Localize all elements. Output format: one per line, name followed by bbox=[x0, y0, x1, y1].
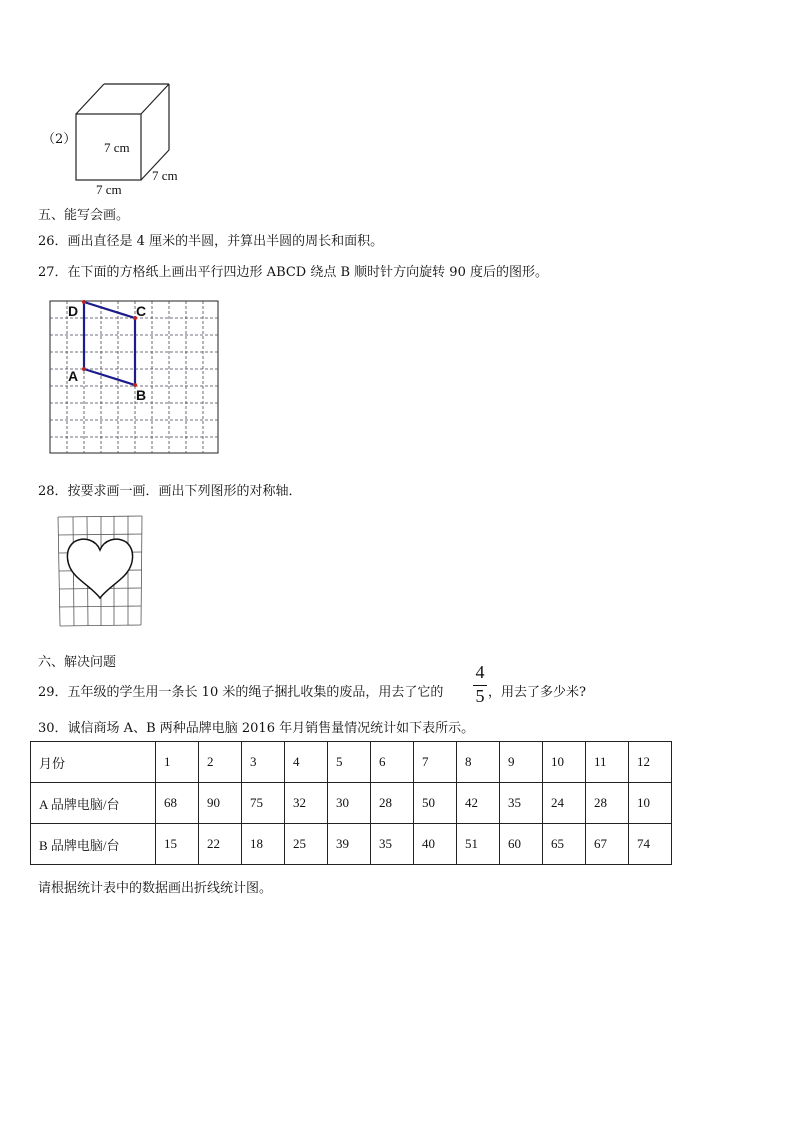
question-29-text-after: ，用去了多少米? bbox=[488, 685, 586, 700]
question-29 bbox=[38, 681, 443, 700]
parallelogram-abcd bbox=[84, 302, 135, 385]
table-cell: 24 bbox=[543, 783, 586, 824]
question-29-text-before: 29．五年级的学生用一条长 10 米的绳子捆扎收集的废品，用去了它的 bbox=[38, 685, 444, 700]
table-cell: 10 bbox=[629, 783, 672, 824]
question-30-note: 请根据统计表中的数据画出折线统计图。 bbox=[38, 881, 273, 896]
table-cell: 35 bbox=[500, 783, 543, 824]
table-cell: 18 bbox=[242, 824, 285, 865]
table-cell: 22 bbox=[199, 824, 242, 865]
table-cell: 65 bbox=[543, 824, 586, 865]
table-cell: 68 bbox=[156, 783, 199, 824]
table-row-header: 月份 bbox=[31, 742, 156, 783]
table-cell: 9 bbox=[500, 742, 543, 783]
heart-grid bbox=[56, 514, 146, 628]
question-30: 30．诚信商场 A、B 两种品牌电脑 2016 年月销售量情况统计如下表所示。 bbox=[38, 721, 475, 736]
table-cell: 75 bbox=[242, 783, 285, 824]
section-five-heading: 五、能写会画。 bbox=[38, 208, 130, 223]
table-cell: 90 bbox=[199, 783, 242, 824]
heart-figure bbox=[56, 514, 146, 628]
table-cell: 28 bbox=[371, 783, 414, 824]
table-cell: 35 bbox=[371, 824, 414, 865]
grid-figure bbox=[48, 298, 220, 456]
table-cell: 10 bbox=[543, 742, 586, 783]
table-cell: 6 bbox=[371, 742, 414, 783]
table-cell: 11 bbox=[586, 742, 629, 783]
point-label-d: D bbox=[68, 303, 79, 319]
table-row bbox=[31, 742, 672, 783]
table-cell: 74 bbox=[629, 824, 672, 865]
table-cell: 15 bbox=[156, 824, 199, 865]
cube-dim-height: 7 cm bbox=[104, 140, 130, 155]
table-row-header: A 品牌电脑/台 bbox=[31, 783, 156, 824]
table-cell: 40 bbox=[414, 824, 457, 865]
table-cell: 3 bbox=[242, 742, 285, 783]
table-cell: 51 bbox=[457, 824, 500, 865]
table-cell: 8 bbox=[457, 742, 500, 783]
table-cell: 32 bbox=[285, 783, 328, 824]
cube-dim-depth: 7 cm bbox=[152, 168, 178, 183]
point-label-b: B bbox=[136, 387, 147, 403]
table-cell: 39 bbox=[328, 824, 371, 865]
sales-table bbox=[30, 741, 672, 865]
table-cell: 2 bbox=[199, 742, 242, 783]
table-cell: 28 bbox=[586, 783, 629, 824]
table-row bbox=[31, 783, 672, 824]
question-27: 27．在下面的方格纸上画出平行四边形 ABCD 绕点 B 顺时针方向旋转 90 度后的图形。 bbox=[38, 265, 548, 280]
point-label-c: C bbox=[136, 303, 147, 319]
table-cell: 25 bbox=[285, 824, 328, 865]
fraction-numerator: 4 bbox=[475, 662, 485, 682]
table-row bbox=[31, 824, 672, 865]
cube-figure bbox=[38, 80, 198, 200]
table-cell: 42 bbox=[457, 783, 500, 824]
table-cell: 5 bbox=[328, 742, 371, 783]
table-row-header: B 品牌电脑/台 bbox=[31, 824, 156, 865]
cube-item-label: （2） bbox=[42, 132, 77, 147]
table-cell: 4 bbox=[285, 742, 328, 783]
table-cell: 50 bbox=[414, 783, 457, 824]
table-cell: 60 bbox=[500, 824, 543, 865]
section-six-heading: 六、解决问题 bbox=[38, 655, 117, 670]
table-cell: 1 bbox=[156, 742, 199, 783]
question-28: 28．按要求画一画．画出下列图形的对称轴． bbox=[38, 484, 302, 499]
cube-dim-width: 7 cm bbox=[96, 182, 122, 197]
table-cell: 12 bbox=[629, 742, 672, 783]
point-label-a: A bbox=[68, 368, 79, 384]
question-26: 26．画出直径是 4 厘米的半圆，并算出半圆的周长和面积。 bbox=[38, 234, 384, 249]
table-cell: 7 bbox=[414, 742, 457, 783]
table-cell: 30 bbox=[328, 783, 371, 824]
fraction-denominator: 5 bbox=[475, 686, 485, 706]
table-cell: 67 bbox=[586, 824, 629, 865]
